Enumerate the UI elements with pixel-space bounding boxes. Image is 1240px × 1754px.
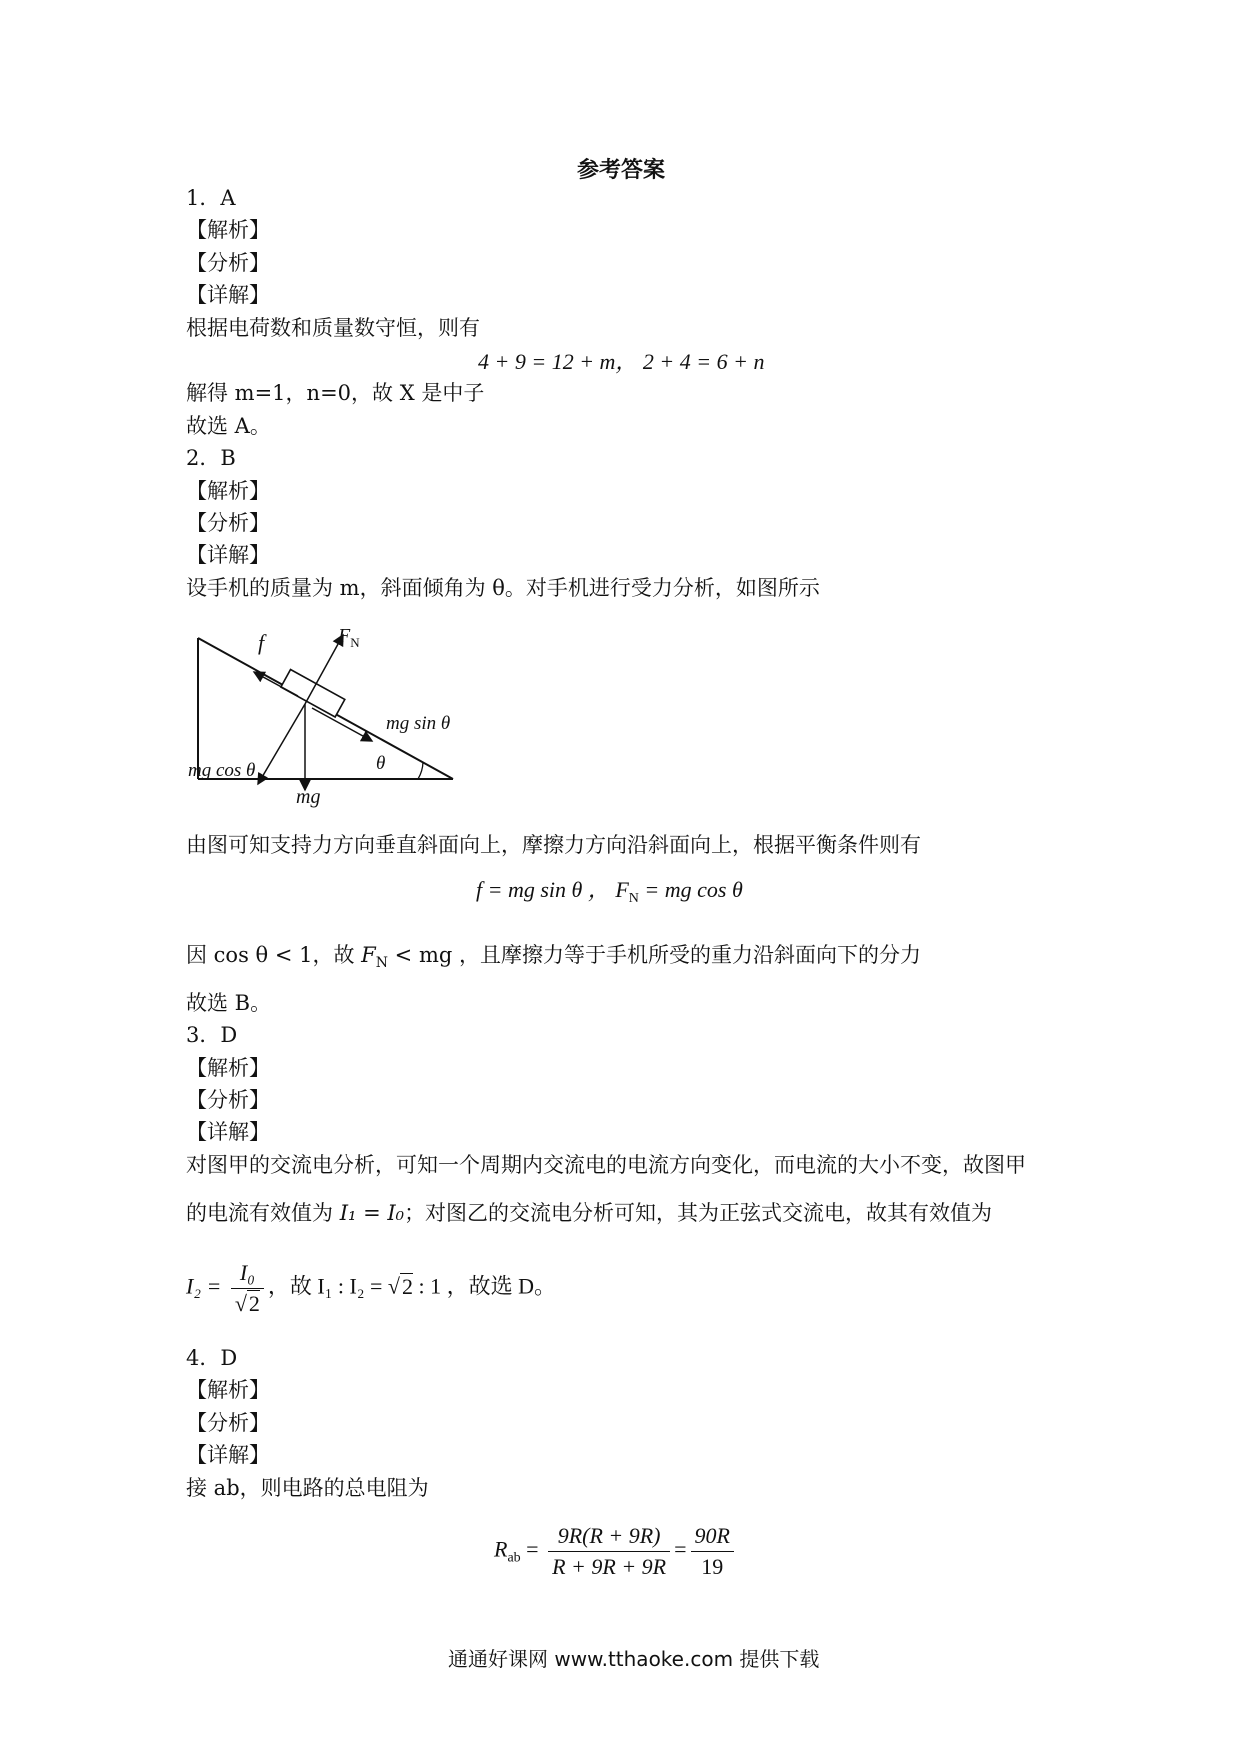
q2-text-3-F-sub: N (375, 955, 388, 971)
q3-eq-mid: ，故 I₁ : I₂ = √ (267, 1273, 400, 1299)
page-title: 参考答案 (577, 157, 666, 183)
q3-text-2-b: ；对图乙的交流电分析可知，其为正弦式交流电，故其有效值为 (404, 1201, 993, 1225)
label-mg-cos: mg cos θ (188, 760, 256, 781)
q2-text-3-F: F (361, 943, 376, 967)
q1-label-fenxi: 【分析】 (186, 251, 270, 275)
q3-frac-den-root: 2 (248, 1291, 260, 1316)
q4-equation: $R_{ab}$ = $\frac{9R(R + 9R)}{R + 9R + 9R}$ = $\frac{90R}{19}$ (494, 1523, 738, 1580)
mg-sin-arrow (312, 708, 372, 741)
label-mg: mg (296, 786, 321, 808)
q4-fraction-1 (548, 1523, 670, 1580)
q1-head: 1．A (186, 186, 236, 210)
q2-head: 2．B (186, 446, 236, 470)
q1-label-xiangjie: 【详解】 (186, 283, 270, 307)
q3-head: 3．D (186, 1023, 238, 1047)
q3-eq-root: 2 (402, 1273, 413, 1299)
q3-eq-lhs: I₂ = (186, 1273, 222, 1299)
q3-frac-den: √2 (234, 1291, 260, 1316)
q4-label-fenxi: 【分析】 (186, 1411, 270, 1435)
q2-eq-F-sub: N (628, 891, 639, 906)
label-mg-sin: mg sin θ (386, 713, 451, 734)
q4-eq-lhs-sub: ab (507, 1550, 521, 1566)
q4-frac2-num: 90R (691, 1523, 734, 1552)
q1-text-3: 故选 A。 (186, 414, 271, 438)
force-diagram (180, 620, 480, 810)
phone-block (281, 670, 345, 717)
q2-eq-part-b: = mg cos θ (638, 877, 743, 902)
q4-fraction-2 (691, 1523, 734, 1580)
q2-text-1: 设手机的质量为 m，斜面倾角为 θ。对手机进行受力分析，如图所示 (186, 576, 820, 600)
q2-equation (476, 873, 743, 907)
q4-frac1-den: R + 9R + 9R (552, 1554, 667, 1579)
q3-text-2-eq: I₁ = I₀ (339, 1201, 405, 1225)
q2-eq-part-a: f = mg sin θ ， (476, 877, 610, 902)
q4-text-1: 接 ab，则电路的总电阻为 (186, 1476, 429, 1500)
q3-text-3 (186, 1260, 556, 1317)
q2-text-3-a: 因 cos θ < 1，故 (186, 943, 362, 967)
q2-label-fenxi: 【分析】 (186, 511, 270, 535)
q4-head: 4．D (186, 1346, 238, 1370)
q2-text-3 (186, 940, 921, 978)
q4-frac1-num: 9R(R + 9R) (548, 1523, 670, 1552)
q4-eq-lhs: R (494, 1536, 508, 1562)
angle-arc (418, 762, 423, 779)
label-FN (337, 625, 360, 650)
label-FN-main: F (338, 625, 351, 647)
q2-text-2: 由图可知支持力方向垂直斜面向上，摩擦力方向沿斜面向上，根据平衡条件则有 (186, 833, 921, 857)
q1-text-1: 根据电荷数和质量数守恒，则有 (186, 316, 480, 340)
q3-text-2-a: 的电流有效值为 (186, 1201, 340, 1225)
q3-frac-num: I₀ (231, 1260, 264, 1289)
q2-label-xiangjie: 【详解】 (186, 543, 270, 567)
label-f: f (258, 630, 265, 655)
q3-label-xiangjie: 【详解】 (186, 1120, 270, 1144)
label-theta: θ (376, 753, 386, 774)
q3-text-1: 对图甲的交流电分析，可知一个周期内交流电的电流方向变化，而电流的大小不变，故图甲 (186, 1153, 1026, 1177)
q3-eq-end: : 1 ，故选 D。 (413, 1273, 557, 1299)
q3-text-2 (186, 1198, 992, 1228)
q4-label-xiangjie: 【详解】 (186, 1443, 270, 1467)
q3-label-jiexi: 【解析】 (186, 1056, 270, 1080)
mg-cos-arrow (258, 704, 305, 784)
q1-equation: 4 + 9 = 12 + m， 2 + 4 = 6 + n (478, 349, 765, 374)
q2-text-3-b: < mg ，且摩擦力等于手机所受的重力沿斜面向下的分力 (388, 943, 921, 967)
q4-label-jiexi: 【解析】 (186, 1378, 270, 1402)
q3-label-fenxi: 【分析】 (186, 1088, 270, 1112)
q3-fraction (231, 1260, 264, 1317)
q2-text-4: 故选 B。 (186, 991, 272, 1015)
q4-frac2-den: 19 (701, 1554, 724, 1579)
label-FN-sub: N (350, 635, 360, 650)
q1-text-2: 解得 m=1，n=0，故 X 是中子 (186, 381, 485, 405)
q2-label-jiexi: 【解析】 (186, 479, 270, 503)
page-footer: 通通好课网 www.tthaoke.com 提供下载 (448, 1647, 820, 1671)
q1-label-jiexi: 【解析】 (186, 218, 270, 242)
q2-eq-F: F (615, 877, 629, 902)
